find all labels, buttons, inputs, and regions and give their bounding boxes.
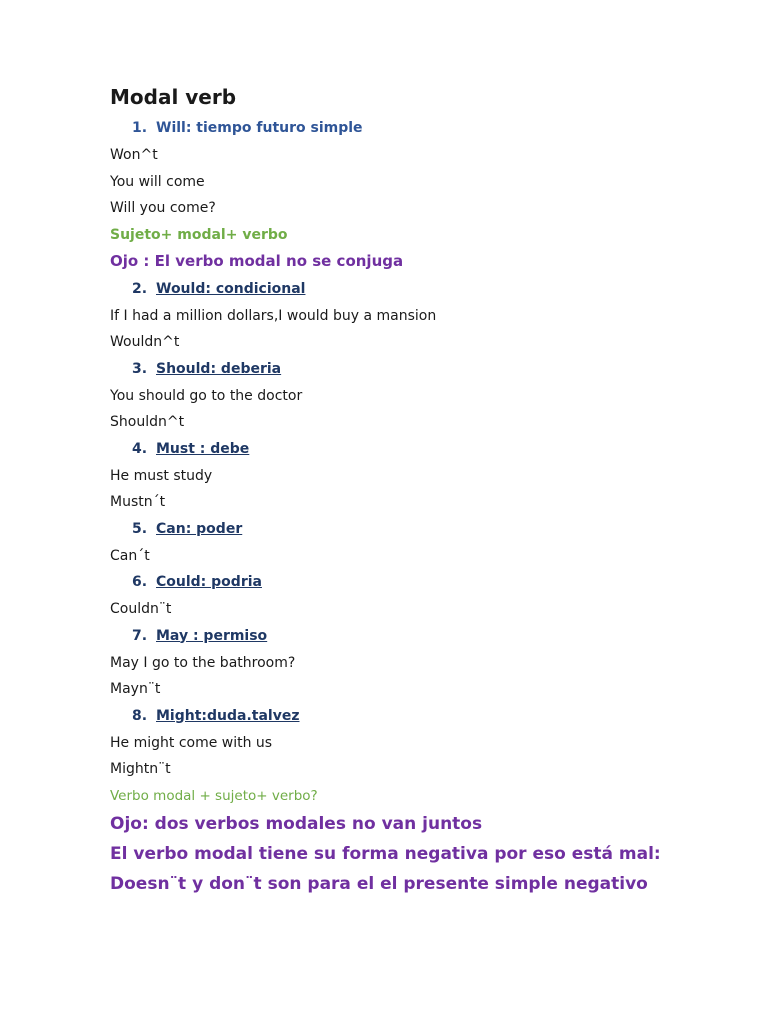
- list-number: 4.: [132, 440, 148, 457]
- example-line: He might come with us: [110, 734, 273, 751]
- example-line: Couldn¨t: [110, 601, 172, 617]
- list-heading: Might:duda.talvez: [156, 707, 300, 724]
- list-number: 1.: [132, 120, 148, 136]
- example-line: Mayn¨t: [110, 681, 161, 697]
- example-line: May I go to the bathroom?: [110, 654, 296, 671]
- list-heading: Can: poder: [156, 520, 243, 537]
- page-title: Modal verb: [110, 85, 237, 109]
- footer-note: Doesn¨t y don¨t son para el el presente simple negativo: [110, 874, 648, 894]
- list-heading: Should: deberia: [156, 360, 282, 377]
- example-line: Shouldn^t: [110, 414, 185, 430]
- section-heading-could: [132, 574, 670, 591]
- example-line: If I had a million dollars,I would buy a mansion: [110, 307, 437, 324]
- section-heading-will: [132, 120, 670, 137]
- example-line: Wouldn^t: [110, 334, 180, 350]
- example-line: You will come: [110, 173, 205, 190]
- example-line: Can´t: [110, 547, 150, 564]
- list-number: 7.: [132, 627, 148, 644]
- rule-line: Sujeto+ modal+ verbo: [110, 226, 288, 243]
- example-line: Will you come?: [110, 200, 216, 216]
- footer-note: Ojo: dos verbos modales no van juntos: [110, 814, 483, 834]
- section-heading-can: [132, 521, 670, 538]
- example-line: Won^t: [110, 147, 158, 163]
- list-number: 8.: [132, 707, 148, 724]
- list-heading: Will: tiempo futuro simple: [156, 120, 363, 136]
- list-number: 6.: [132, 574, 148, 590]
- section-heading-should: [132, 361, 670, 378]
- section-heading-would: [132, 281, 670, 298]
- section-heading-must: [132, 441, 670, 458]
- list-heading: Must : debe: [156, 440, 250, 457]
- list-number: 5.: [132, 520, 148, 537]
- example-line: You should go to the doctor: [110, 387, 303, 404]
- section-heading-might: [132, 708, 670, 725]
- list-heading: May : permiso: [156, 627, 268, 644]
- document-body: [110, 84, 670, 904]
- list-heading: Could: podria: [156, 574, 262, 590]
- list-heading: Would: condicional: [156, 280, 306, 297]
- list-number: 2.: [132, 280, 148, 297]
- example-line: He must study: [110, 467, 213, 484]
- section-heading-may: [132, 628, 670, 645]
- example-line: Mightn¨t: [110, 761, 171, 777]
- list-number: 3.: [132, 360, 148, 377]
- example-line: Mustn´t: [110, 494, 166, 510]
- question-rule: Verbo modal + sujeto+ verbo?: [110, 787, 318, 804]
- note-line: Ojo : El verbo modal no se conjuga: [110, 252, 404, 270]
- footer-note: El verbo modal tiene su forma negativa por eso está mal:: [110, 844, 661, 864]
